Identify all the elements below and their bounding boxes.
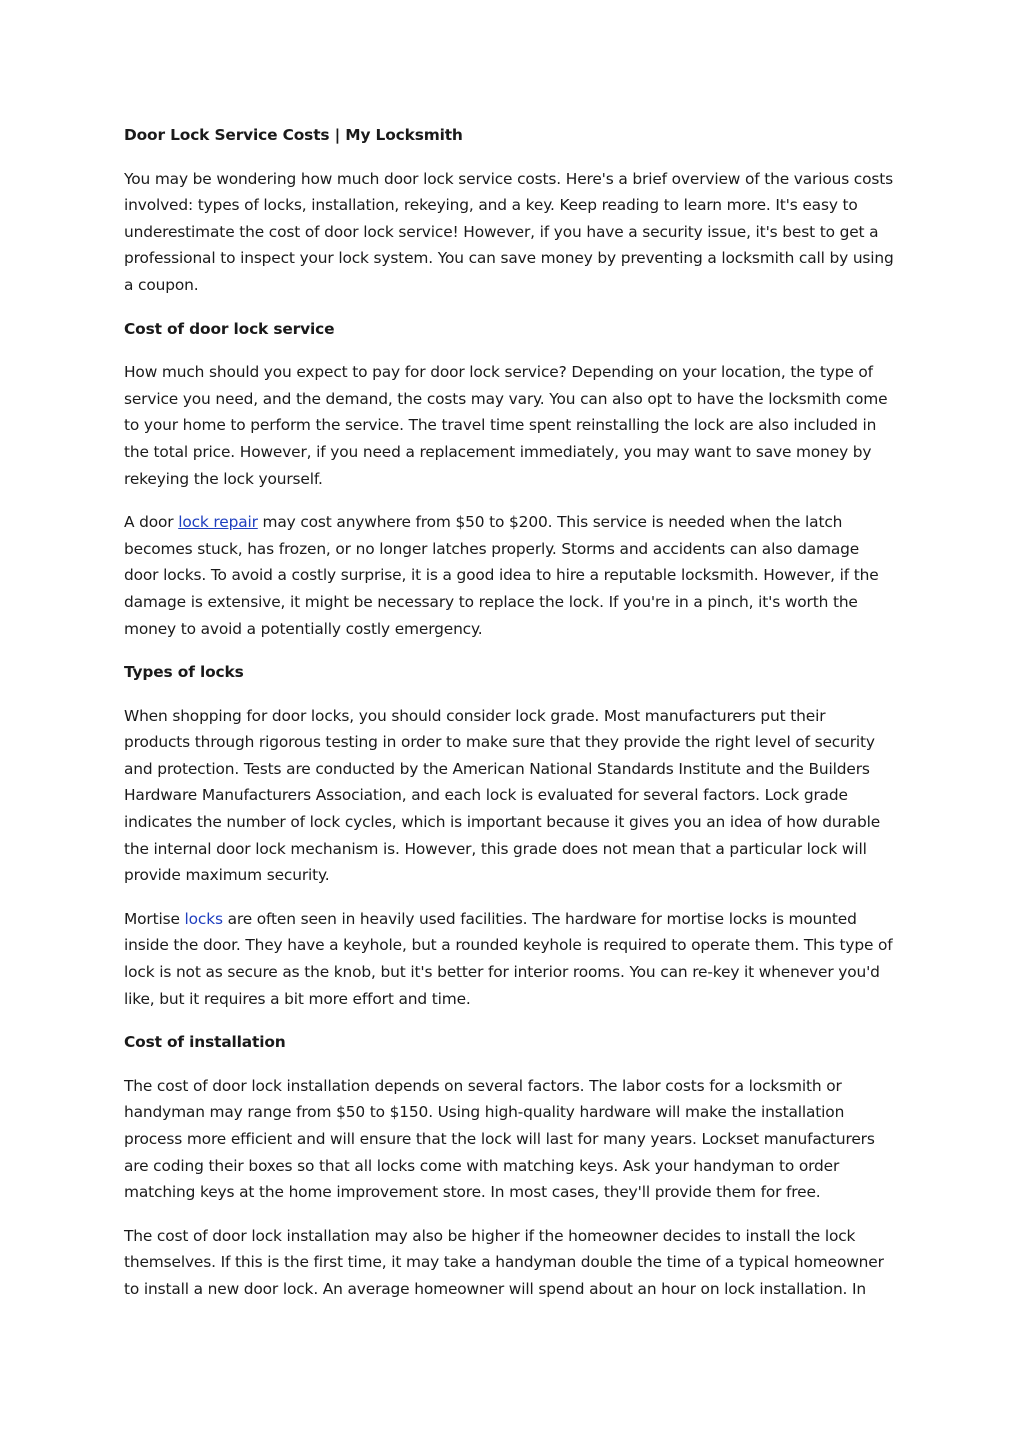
text-run: may cost anywhere from $50 to $200. This service is needed when the latch becomes stuck, has frozen, or no longer latches properly. Storms and accidents can also damage door locks. To avoid a costly surprise, it is a good idea to hire a reputable locksmith. However, if the damage is extensive, it might be necessary to replace the lock. If you're in a pinch, it's worth the money to avoid a potentially costly emergency. bbox=[124, 513, 879, 638]
section-heading-cost-of-service: Cost of door lock service bbox=[124, 319, 335, 338]
intro-paragraph: You may be wondering how much door lock service costs. Here's a brief overview of the various costs involved: types of locks, installation, rekeying, and a key. Keep reading to learn more. It's easy to underestimate the cost of door lock service! However, if you have a security issue, it's best to get a professional to inspect your lock system. You can save money by preventing a locksmith call by using a coupon. bbox=[124, 169, 894, 294]
text-run: are often seen in heavily used facilities. The hardware for mortise locks is mounted inside the door. They have a keyhole, but a rounded keyhole is required to operate them. This type of lock is not as secure as the knob, but it's better for interior rooms. You can re-key it whenever you'd like, but it requires a bit more effort and time. bbox=[124, 909, 893, 1008]
types-paragraph-1: When shopping for door locks, you should consider lock grade. Most manufacturers put their products through rigorous testing in order to make sure that they provide the right level of security and protection. Tests are conducted by the American National Standards Institute and the Builders Hardware Manufacturers Association, and each lock is evaluated for several factors. Lock grade indicates the number of lock cycles, which is important because it gives you an idea of how durable the internal door lock mechanism is. However, this grade does not mean that a particular lock will provide maximum security. bbox=[124, 706, 881, 885]
text-run: A door bbox=[124, 513, 179, 532]
service-cost-paragraph-1: How much should you expect to pay for door lock service? Depending on your location, the type of service you need, and the demand, the costs may vary. You can also opt to have the locksmith come to your home to perform the service. The travel time spent reinstalling the lock are also included in the total price. However, if you need a replacement immediately, you may want to save money by rekeying the lock yourself. bbox=[124, 363, 888, 488]
installation-paragraph-2: The cost of door lock installation may also be higher if the homeowner decides to install the lock themselves. If this is the first time, it may take a handyman double the time of a typical homeowner to install a new door lock. An average homeowner will spend about an hour on lock installation. In bbox=[124, 1226, 884, 1298]
text-run: Mortise bbox=[124, 909, 185, 928]
section-heading-cost-of-installation: Cost of installation bbox=[124, 1033, 286, 1052]
installation-paragraph-1: The cost of door lock installation depends on several factors. The labor costs for a locksmith or handyman may range from $50 to $150. Using high-quality hardware will make the installation process more efficient and will ensure that the lock will last for many years. Lockset manufacturers are coding their boxes so that all locks come with matching keys. Ask your handyman to order matching keys at the home improvement store. In most cases, they'll provide them for free. bbox=[124, 1076, 875, 1202]
document-page bbox=[124, 122, 896, 1320]
service-cost-paragraph-2 bbox=[124, 509, 896, 642]
types-paragraph-2 bbox=[124, 906, 896, 1012]
lock-repair-link[interactable]: lock repair bbox=[178, 513, 258, 532]
locks-link[interactable]: locks bbox=[184, 909, 223, 928]
document-title: Door Lock Service Costs | My Locksmith bbox=[124, 126, 463, 144]
section-heading-types-of-locks: Types of locks bbox=[124, 663, 244, 682]
